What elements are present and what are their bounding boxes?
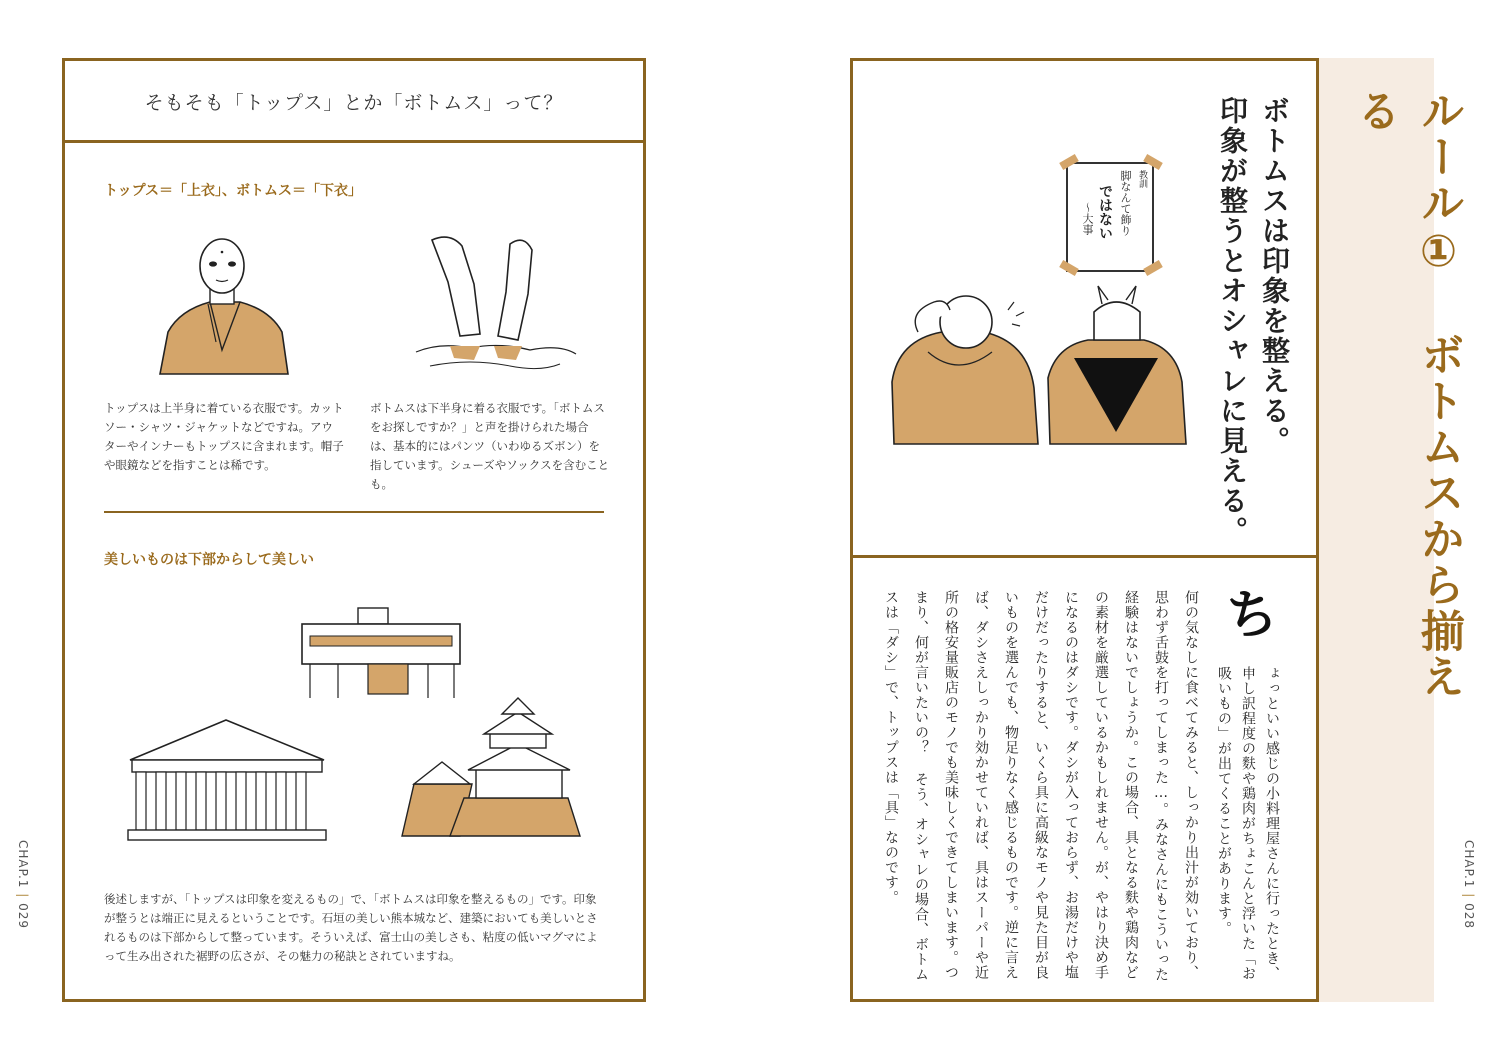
subtitle-line2: 印象が整うとオシャレに見える。 xyxy=(1216,96,1249,546)
body-text: 何の気なしに食べてみると、しっかり出汁が効いており、思わず舌鼓を打ってしまった…。みなさんにもこういった経験はないでしょうか。この場合、具となる麩や鶏肉などの素材を厳選しているかもしれません。が、やはり決め手になるのはダシです。ダシが入っておらず、お湯だけや塩だけだったりすると、いくら具に高級なモノや見た目が良いものを選んでも、物足りなく感じるものです。逆に言えば、ダシさえしっかり効かせていれば、具はスーパーや近所の格安量販店のモノでも美味しくできてしまいます。つまり、何が言いたいの？ そう、オシャレの場合、ボトムスは「ダシ」で、トップスは「具」なのです。 xyxy=(883,590,1199,982)
left-header-title: そもそも「トップス」とか「ボトムス」って？ xyxy=(144,92,564,114)
body-first-paragraph: ょっといい感じの小料理屋さんに行ったとき、申し訳程度の麩や鶏肉がちょこんと浮いた「お吸いもの」が出てくることがあります。 xyxy=(1216,666,1280,981)
parthenon-illustration xyxy=(126,716,328,844)
poster-line3: ではない xyxy=(1097,184,1113,240)
section2-text: 後述しますが、「トップスは印象を変えるもの」で、「ボトムスは印象を整えるもの」です。印象が整うとは端正に見えるということです。石垣の美しい熊本城など、建築においても美しいとされるものは下部からして整っています。そういえば、富士山の美しさも、粘度の低いマグマによって生み出された裾野の広さが、その魅力の秘訣とされていますね。 xyxy=(104,892,598,963)
right-side-label xyxy=(1462,840,1476,929)
right-side-separator: | xyxy=(1462,893,1476,904)
right-section-divider xyxy=(850,555,1319,558)
tops-illustration xyxy=(150,232,300,382)
left-side-separator: | xyxy=(16,893,30,904)
poster-line1: 教訓 xyxy=(1137,170,1147,188)
dropcap: ち xyxy=(1226,586,1279,646)
rule-title: ルール① ボトムスから揃える xyxy=(1349,88,1464,700)
castle-illustration xyxy=(400,694,582,842)
villa-illustration xyxy=(298,606,466,702)
left-side-label xyxy=(16,840,30,929)
section-divider xyxy=(104,511,604,513)
tops-text: トップスは上半身に着ている衣服です。カットソー・シャツ・ジャケットなどですね。アウターやインナーもトップスに含まれます。帽子や眼鏡などを指すことは稀です。 xyxy=(104,401,344,472)
motto-poster xyxy=(1066,162,1154,272)
right-page-number: 028 xyxy=(1462,903,1476,930)
left-header-divider xyxy=(62,140,646,143)
poster-line4: 〜大事 xyxy=(1081,202,1094,235)
subtitle-line1: ボトムスは印象を整える。 xyxy=(1258,96,1291,456)
poster-line2: 脚なんて飾り xyxy=(1119,170,1132,236)
left-page-number: 029 xyxy=(16,903,30,930)
section1-heading: トップス＝「上衣」、ボトムス＝「下衣」 xyxy=(104,183,363,199)
left-chap-label: CHAP.1 xyxy=(16,840,30,889)
section2-heading: 美しいものは下部からして美しい xyxy=(104,552,314,568)
bottoms-illustration xyxy=(410,222,580,382)
bottoms-text: ボトムスは下半身に着る衣服です。「ボトムスをお探しですか？」と声を掛けられた場合は、基本的にはパンツ（いわゆるズボン）を指しています。シューズやソックスを含むことも。 xyxy=(370,401,610,491)
right-chap-label: CHAP.1 xyxy=(1462,840,1476,889)
characters-illustration xyxy=(888,282,1190,448)
